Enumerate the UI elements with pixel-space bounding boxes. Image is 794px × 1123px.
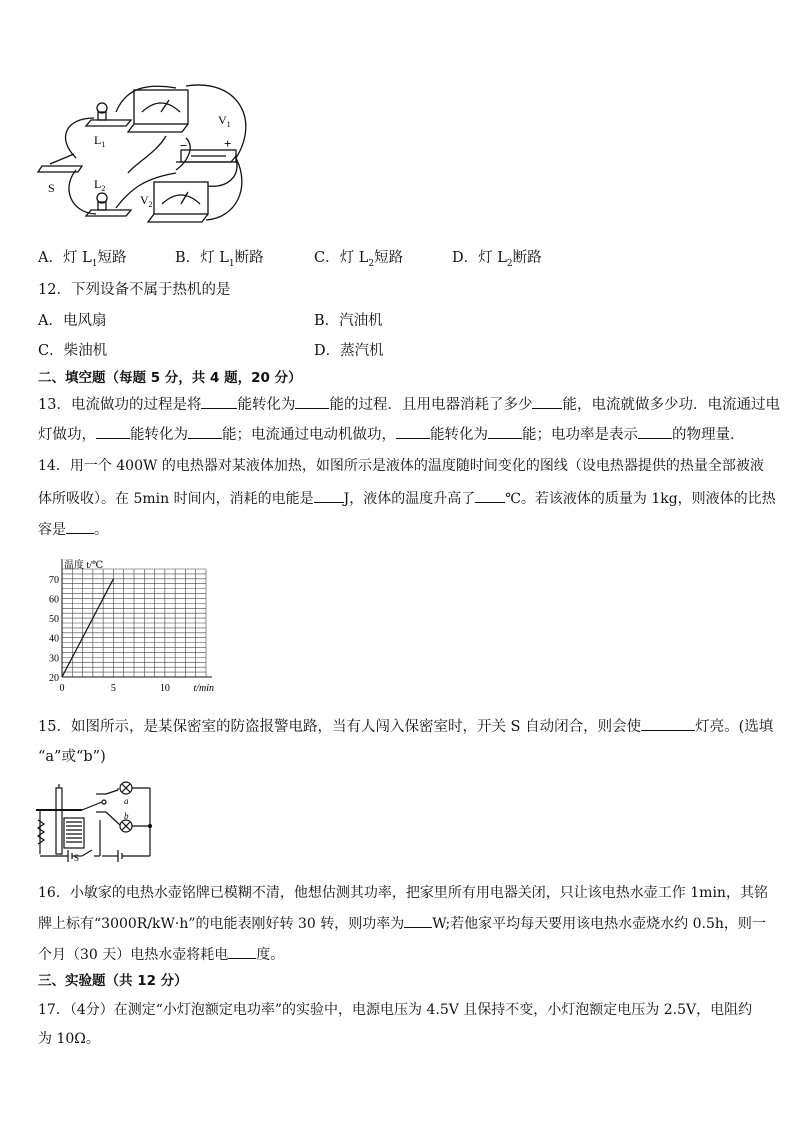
battery-minus: − (180, 138, 188, 153)
q13-blank-1[interactable] (201, 394, 237, 409)
svg-text:V2: $V_2$ (140, 193, 153, 209)
q14-line-1: 14．用一个 400W 的电热器对某液体加热，如图所示是液体的温度随时间变化的图线（设电热器提供的热量全部被液 (38, 458, 764, 474)
alarm-circuit-diagram (36, 780, 154, 862)
y-tick-label: 30 (49, 653, 59, 665)
x-tick-label: 0 (59, 683, 65, 694)
svg-text:L1: $L_1$ (94, 133, 106, 149)
temperature-time-chart (36, 555, 216, 700)
q14-line-3: 容是 。 (38, 519, 108, 540)
q16-line-3: 个月（30 天）电热水壶将耗电 度。 (38, 944, 284, 965)
label-L1: L (94, 133, 102, 147)
q12-stem: 12．下列设备不属于热机的是 (38, 282, 231, 298)
q11-option-d[interactable]: D．灯 $L_2$断路 (452, 250, 542, 269)
q13-blank-5[interactable] (188, 424, 222, 439)
q13-blank-3[interactable] (532, 394, 562, 409)
q12-option-a[interactable]: A．电风扇 (38, 313, 107, 329)
q11-option-a[interactable]: A．灯 $L_1$短路 (38, 250, 127, 269)
q16-blank-energy[interactable] (228, 944, 256, 959)
q13-blank-7[interactable] (488, 424, 522, 439)
label-S: S (48, 181, 55, 195)
section-2-heading: 二、填空题（每题 5 分，共 4 题，20 分） (38, 370, 302, 386)
q16-line-2: 牌上标有“3000R/kW·h”的电能表刚好转 30 转，则功率为 W;若他家平均每天要用该电热水壶烧水约 0.5h，则一 (38, 913, 766, 934)
q15-line-2: “a”或“b”) (38, 749, 106, 765)
circuit-diagram-lamps-voltmeters (36, 78, 258, 238)
q12-option-c[interactable]: C．柴油机 (38, 343, 108, 359)
y-tick-label: 20 (49, 673, 59, 684)
q14-blank-energy[interactable] (314, 488, 344, 503)
q14-line-2: 体所吸收）。在 5min 时间内，消耗的电能是 J，液体的温度升高了 ℃。若该液体的质量为 1kg，则液体的比热 (38, 488, 776, 509)
q17-line-2: 为 10Ω。 (38, 1031, 100, 1047)
x-axis-label: t/min (193, 683, 214, 694)
lamp-a-label: a (124, 796, 129, 806)
q12-option-b[interactable]: B．汽油机 (314, 313, 383, 329)
svg-text:L2: $L_2$ (94, 177, 106, 193)
q13-line-1: 13．电流做功的过程是将 能转化为 能的过程．且用电器消耗了多少 能，电流就做多少功．电流通过电 (38, 394, 780, 415)
q16-line-1: 16．小敏家的电热水壶铭牌已模糊不清，他想估测其功率，把家里所有用电器关闭，只让该电热水壶工作 1min，其铭 (38, 885, 768, 901)
q15-blank[interactable] (641, 716, 695, 731)
label-V2: V (140, 193, 149, 207)
svg-text:V1: $V_1$ (218, 113, 231, 129)
q13-blank-6[interactable] (396, 424, 430, 439)
y-axis-label: 温度 t/℃ (64, 560, 104, 571)
q13-blank-2[interactable] (295, 394, 329, 409)
y-tick-label: 70 (49, 574, 59, 586)
label-L2: L (94, 177, 102, 191)
q11-option-b[interactable]: B．灯 $L_1$断路 (175, 250, 264, 269)
y-tick-label: 40 (49, 633, 59, 645)
label-V1: V (218, 113, 227, 127)
q13-blank-4[interactable] (96, 424, 130, 439)
q11-option-c[interactable]: C．灯 $L_2$短路 (314, 250, 404, 269)
battery-plus: + (224, 136, 232, 151)
x-tick-label: 10 (159, 683, 170, 694)
q17-line-1: 17．（4分）在测定“小灯泡额定电功率”的实验中，电源电压为 4.5V 且保持不变，小灯泡额定电压为 2.5V，电阻约 (38, 1002, 753, 1018)
q14-blank-specific-heat[interactable] (66, 519, 94, 534)
section-3-heading: 三、实验题（共 12 分） (38, 973, 188, 989)
q14-blank-temp[interactable] (475, 488, 505, 503)
q15-line-1: 15．如图所示，是某保密室的防盗报警电路，当有人闯入保密室时，开关 S 自动闭合，则会使 灯亮。(选填 (38, 716, 773, 737)
lamp-b-label: b (124, 811, 129, 821)
q13-blank-8[interactable] (638, 424, 672, 439)
q13-line-2: 灯做功， 能转化为 能；电流通过电动机做功， 能转化为 能；电功率是表示 的物理量． (38, 424, 745, 445)
x-tick-label: 5 (110, 683, 116, 694)
y-tick-label: 60 (49, 594, 59, 606)
y-tick-label: 50 (49, 614, 59, 626)
switch-s-label: S (74, 853, 80, 862)
q12-option-d[interactable]: D．蒸汽机 (314, 343, 384, 359)
q16-blank-power[interactable] (404, 913, 432, 928)
